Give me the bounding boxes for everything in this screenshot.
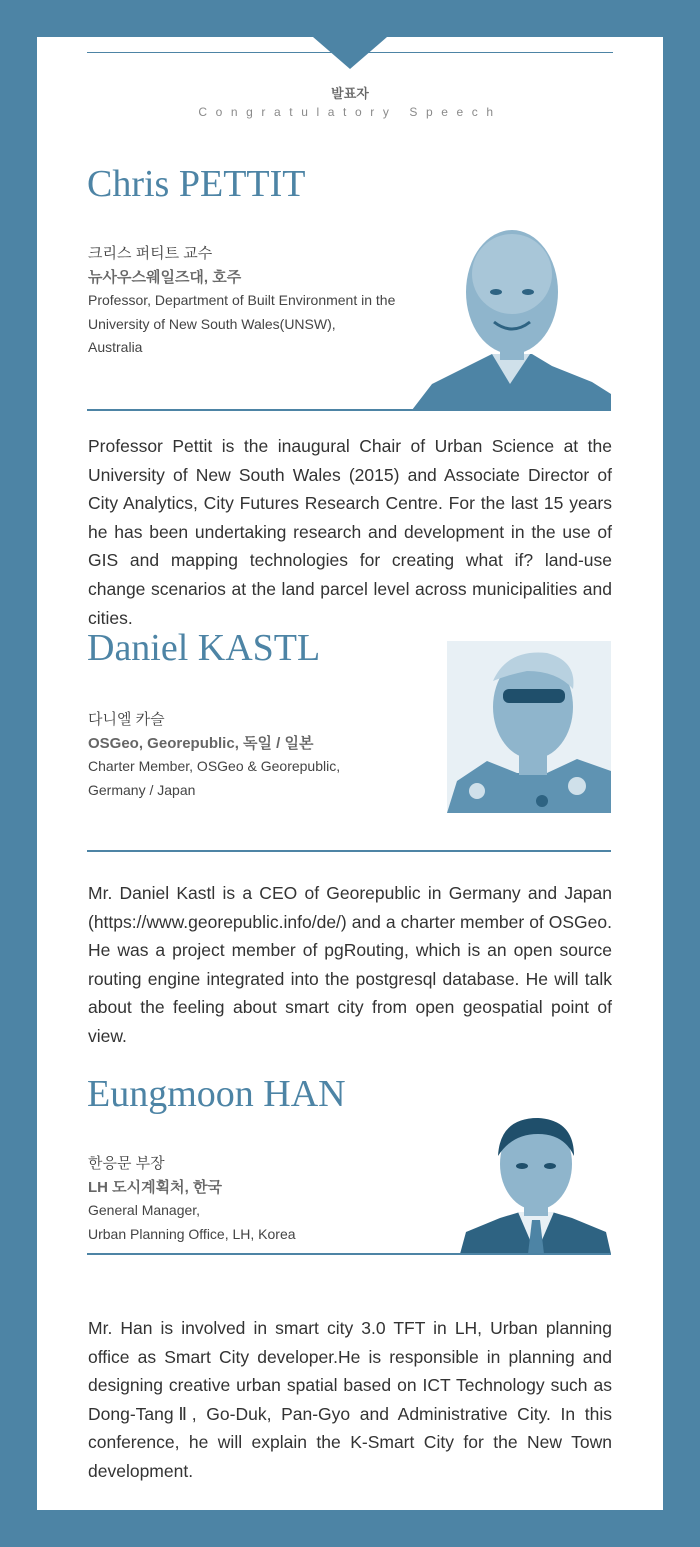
speaker-affiliation-korean: 뉴사우스웨일즈대, 호주 [88,268,242,286]
speaker-affiliation-line: Urban Planning Office, LH, Korea [88,1225,296,1242]
speaker-name: Daniel KASTL [87,627,321,669]
speaker-affiliation-korean: OSGeo, Georepublic, 독일 / 일본 [88,734,314,752]
speaker-affiliation-line: University of New South Wales(UNSW), [88,315,336,332]
speaker-name: Eungmoon HAN [87,1073,346,1115]
speaker-name-korean: 크리스 퍼티트 교수 [88,245,213,262]
speaker-bio: Professor Pettit is the inaugural Chair of Urban Science at the University of New South Wales (2015) and Associate Director of City Analytics, City Futures Research Centre. For the last 15 years he has been undertaking research and development in the use of GIS and mapping technologies for creating what if? land-use change scenarios at the land parcel level across municipalities and cities. [88,436,612,628]
speaker-photo-pettit [412,204,611,410]
speaker-section-han [37,1072,663,1481]
section-rule [87,1253,611,1255]
speaker-bio: Mr. Han is involved in smart city 3.0 TFT in LH, Urban planning office as Smart City developer.He is responsible in planning and designing creative urban spatial based on ICT Technology such as Dong-TangⅡ, Go-Duk, Pan-Gyo and Administrative City. In this conference, he will explain the K-Smart City for the New Town development. [88,1318,612,1481]
speaker-info [88,242,395,360]
section-rule [87,850,611,852]
speaker-affiliation-line: General Manager, [88,1202,201,1218]
header-english: Congratulatory Speech [198,105,502,119]
speaker-info [88,708,340,802]
speaker-name-korean: 다니엘 카슬 [88,711,165,728]
header-korean: 발표자 [331,86,369,101]
speaker-photo-han [460,1112,611,1254]
header-notch [313,37,387,69]
speaker-bio: Mr. Daniel Kastl is a CEO of Georepublic in Germany and Japan (https://www.georepublic.info/de/) and a charter member of OSGeo. He was a project member of pgRouting, which is an open source routing engine integrated into the postgresql database. He will talk about the feeling about smart city from open geospatial point of view. [88,883,612,1046]
speaker-affiliation-line: Charter Member, OSGeo & Georepublic, [88,758,341,774]
speaker-section-kastl [37,626,663,1046]
speaker-name: Chris PETTIT [87,163,306,205]
speaker-affiliation-line: Germany / Japan [88,781,196,798]
speaker-info [88,1152,296,1246]
speaker-affiliation-line: Professor, Department of Built Environment in the [88,292,396,308]
speaker-photo-kastl [447,641,611,813]
speaker-affiliation-korean: LH 도시계획처, 한국 [88,1178,222,1196]
section-rule [87,409,611,411]
speaker-name-korean: 한응문 부장 [88,1155,165,1172]
speaker-section-pettit [37,162,663,628]
speaker-card [37,37,663,1510]
speaker-affiliation-line: Australia [88,339,143,355]
